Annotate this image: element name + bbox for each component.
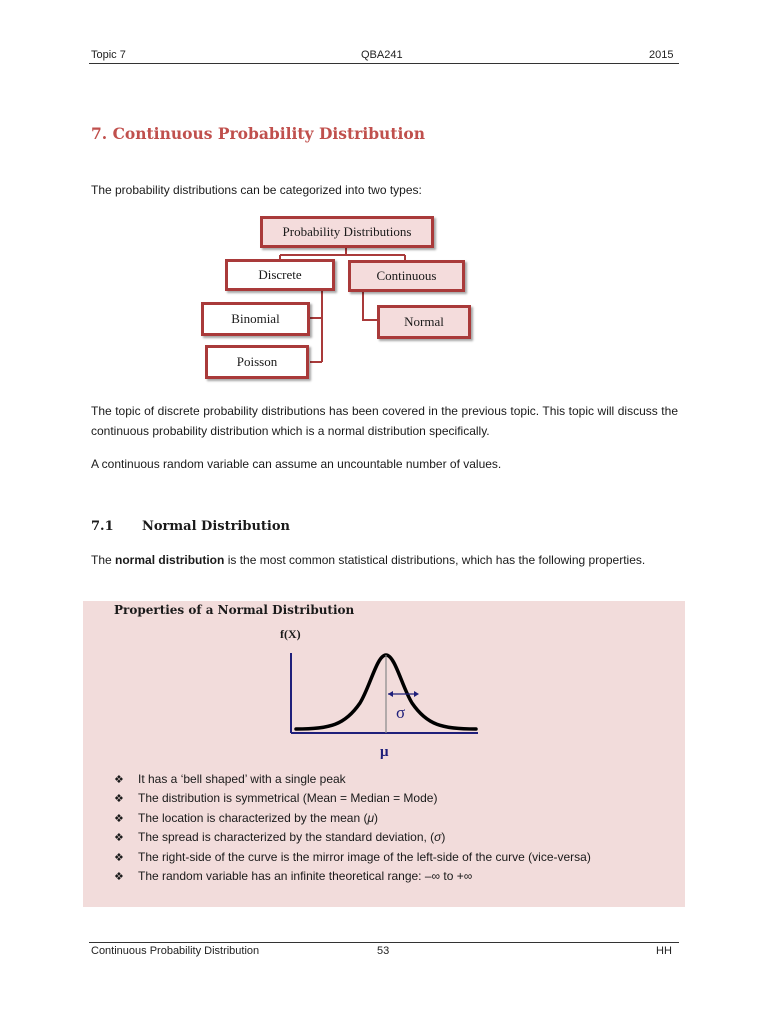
bullet-text-after: ): [374, 810, 379, 825]
properties-list: [114, 770, 591, 886]
continuous-connector: [363, 292, 377, 320]
diamond-bullet-icon: ❖: [114, 851, 124, 864]
normal-intro-paragraph: [91, 550, 678, 570]
diamond-bullet-icon: ❖: [114, 793, 124, 806]
list-item: [114, 809, 591, 828]
normal-intro-after: is the most common statistical distributions, which has the following properties.: [224, 553, 646, 567]
graph-y-label: f(X): [280, 627, 301, 641]
continuous-paragraph: A continuous random variable can assume an uncountable number of values.: [91, 457, 502, 471]
diamond-bullet-icon: ❖: [114, 832, 124, 845]
bullet-symbol: μ: [367, 810, 375, 825]
diamond-bullet-icon: ❖: [114, 870, 124, 883]
section-number: 7.1: [91, 519, 114, 534]
discrete-box: Discrete: [225, 259, 335, 291]
bullet-symbol: σ: [434, 830, 442, 845]
sigma-label: σ: [396, 703, 406, 722]
diagram-connectors: [0, 0, 768, 400]
bullet-text: The location is characterized by the mean (: [138, 810, 368, 825]
page-title: 7. Continuous Probability Distribution: [91, 124, 425, 143]
list-item: [114, 848, 591, 867]
bullet-text: The right-side of the curve is the mirror image of the left-side of the curve (vice-versa): [138, 849, 591, 864]
probability-distributions-box: Probability Distributions: [260, 216, 434, 248]
bullet-text: The spread is characterized by the standard deviation, (: [138, 830, 435, 845]
header-course: QBA241: [361, 49, 403, 61]
mu-label: μ: [380, 744, 389, 760]
list-item: [114, 828, 591, 847]
list-item: [114, 770, 591, 789]
footer-initials: HH: [656, 945, 672, 957]
bullet-text: It has a ‘bell shaped’ with a single peak: [138, 772, 346, 786]
footer-chapter: Continuous Probability Distribution: [91, 945, 260, 957]
discrete-connector: [310, 291, 322, 362]
normal-intro-before: The: [91, 553, 116, 567]
list-item: [114, 867, 591, 886]
intro-paragraph: The probability distributions can be categorized into two types:: [91, 183, 422, 197]
discrete-paragraph: The topic of discrete probability distributions has been covered in the previous topic. This topic will discuss the continuous probability distribution which is a normal distribution specifically.: [91, 404, 678, 438]
normal-intro-bold: normal distribution: [115, 553, 225, 567]
footer-rule: [89, 942, 679, 943]
binomial-box: Binomial: [201, 302, 310, 336]
bullet-text: The distribution is symmetrical (Mean = Median = Mode): [138, 791, 438, 806]
diamond-bullet-icon: ❖: [114, 812, 124, 825]
header-year: 2015: [649, 49, 674, 61]
continuous-box: Continuous: [348, 260, 465, 292]
header-topic: Topic 7: [91, 49, 126, 61]
bullet-text: The random variable has an infinite theoretical range: –∞ to +∞: [138, 868, 473, 883]
diamond-bullet-icon: ❖: [114, 774, 124, 786]
list-item: [114, 789, 591, 808]
bullet-text-after: ): [441, 830, 446, 845]
section-title: Normal Distribution: [142, 519, 290, 534]
poisson-box: Poisson: [205, 345, 309, 379]
properties-title: Properties of a Normal Distribution: [114, 603, 355, 617]
footer-page-number: 53: [377, 945, 390, 957]
normal-curve-graph: [280, 645, 490, 765]
normal-box: Normal: [377, 305, 471, 339]
